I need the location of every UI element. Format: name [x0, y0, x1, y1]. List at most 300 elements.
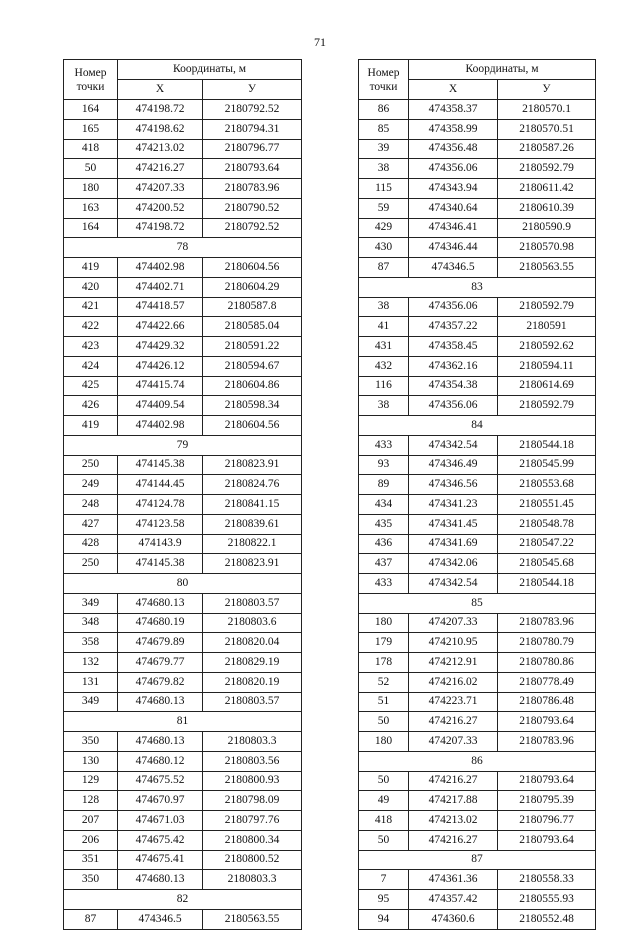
- y-coordinate-cell: 2180570.51: [498, 119, 596, 139]
- table-row: [359, 574, 596, 594]
- point-number-cell: 116: [359, 376, 409, 396]
- point-number-cell: 50: [359, 712, 409, 732]
- table-row: [359, 238, 596, 258]
- point-number-cell: 178: [359, 653, 409, 673]
- y-coordinate-cell: 2180563.55: [498, 258, 596, 278]
- point-number-header: Номер точки: [359, 60, 409, 100]
- point-number-cell: 424: [64, 356, 118, 376]
- table-row: [359, 732, 596, 752]
- y-coordinate-cell: 2180823.91: [203, 455, 302, 475]
- point-number-cell: 419: [64, 416, 118, 436]
- table-row: [64, 317, 302, 337]
- x-coordinate-cell: 474145.38: [118, 554, 203, 574]
- y-coordinate-cell: 2180783.96: [203, 179, 302, 199]
- point-number-cell: 428: [64, 534, 118, 554]
- point-number-cell: 418: [64, 139, 118, 159]
- y-coordinate-cell: 2180800.52: [203, 850, 302, 870]
- section-number: 82: [64, 890, 302, 910]
- table-row: [359, 870, 596, 890]
- x-coordinate-cell: 474340.64: [409, 198, 498, 218]
- section-number: 87: [359, 850, 596, 870]
- point-number-cell: 358: [64, 633, 118, 653]
- x-coordinate-cell: 474198.72: [118, 218, 203, 238]
- table-row: [64, 811, 302, 831]
- table-row: [64, 139, 302, 159]
- y-coordinate-cell: 2180587.8: [203, 297, 302, 317]
- x-column-header: X: [409, 80, 498, 100]
- x-coordinate-cell: 474415.74: [118, 376, 203, 396]
- y-coordinate-cell: 2180591.22: [203, 337, 302, 357]
- point-number-cell: 38: [359, 297, 409, 317]
- point-number-cell: 421: [64, 297, 118, 317]
- table-row: [64, 376, 302, 396]
- y-coordinate-cell: 2180570.1: [498, 100, 596, 120]
- coordinates-header: Координаты, м: [409, 60, 596, 80]
- y-coordinate-cell: 2180563.55: [203, 909, 302, 929]
- table-row: [359, 218, 596, 238]
- x-coordinate-cell: 474207.33: [118, 179, 203, 199]
- section-number: 84: [359, 416, 596, 436]
- point-number-cell: 422: [64, 317, 118, 337]
- table-row: [359, 356, 596, 376]
- table-row: [64, 416, 302, 436]
- x-coordinate-cell: 474216.27: [118, 159, 203, 179]
- y-coordinate-cell: 2180839.61: [203, 514, 302, 534]
- table-row: [359, 337, 596, 357]
- y-coordinate-cell: 2180555.93: [498, 890, 596, 910]
- section-row: [359, 277, 596, 297]
- y-coordinate-cell: 2180604.56: [203, 258, 302, 278]
- y-coordinate-cell: 2180783.96: [498, 732, 596, 752]
- x-coordinate-cell: 474346.5: [118, 909, 203, 929]
- section-row: [64, 574, 302, 594]
- point-number-cell: 59: [359, 198, 409, 218]
- point-number-cell: 132: [64, 653, 118, 673]
- x-coordinate-cell: 474213.02: [409, 811, 498, 831]
- table-row: [64, 534, 302, 554]
- y-coordinate-cell: 2180803.6: [203, 613, 302, 633]
- y-coordinate-cell: 2180592.62: [498, 337, 596, 357]
- table-row: [359, 771, 596, 791]
- x-coordinate-cell: 474680.13: [118, 593, 203, 613]
- table-row: [359, 396, 596, 416]
- point-number-cell: 164: [64, 100, 118, 120]
- point-number-cell: 431: [359, 337, 409, 357]
- y-coordinate-cell: 2180803.3: [203, 870, 302, 890]
- x-coordinate-cell: 474402.98: [118, 258, 203, 278]
- point-number-cell: 349: [64, 593, 118, 613]
- y-coordinate-cell: 2180545.99: [498, 455, 596, 475]
- point-number-cell: 348: [64, 613, 118, 633]
- table-row: [64, 475, 302, 495]
- point-number-cell: 129: [64, 771, 118, 791]
- table-row: [64, 870, 302, 890]
- table-row: [64, 198, 302, 218]
- point-number-cell: 206: [64, 830, 118, 850]
- point-number-cell: 437: [359, 554, 409, 574]
- point-number-cell: 350: [64, 732, 118, 752]
- y-coordinate-cell: 2180594.11: [498, 356, 596, 376]
- x-coordinate-cell: 474402.71: [118, 277, 203, 297]
- y-coordinate-cell: 2180793.64: [498, 830, 596, 850]
- table-row: [64, 732, 302, 752]
- table-row: [64, 830, 302, 850]
- point-number-cell: 179: [359, 633, 409, 653]
- page-number: 71: [314, 35, 326, 49]
- y-coordinate-cell: 2180800.34: [203, 830, 302, 850]
- point-number-cell: 130: [64, 751, 118, 771]
- point-number-cell: 163: [64, 198, 118, 218]
- point-number-cell: 420: [64, 277, 118, 297]
- x-coordinate-cell: 474409.54: [118, 396, 203, 416]
- x-coordinate-cell: 474361.36: [409, 870, 498, 890]
- table-row: [359, 495, 596, 515]
- x-coordinate-cell: 474342.06: [409, 554, 498, 574]
- table-row: [359, 435, 596, 455]
- table-row: [64, 159, 302, 179]
- coordinates-table-right: [358, 59, 596, 930]
- y-coordinate-cell: 2180585.04: [203, 317, 302, 337]
- y-coordinate-cell: 2180829.19: [203, 653, 302, 673]
- y-coordinate-cell: 2180548.78: [498, 514, 596, 534]
- y-coordinate-cell: 2180592.79: [498, 159, 596, 179]
- x-coordinate-cell: 474343.94: [409, 179, 498, 199]
- x-coordinate-cell: 474679.89: [118, 633, 203, 653]
- y-coordinate-cell: 2180780.86: [498, 653, 596, 673]
- x-coordinate-cell: 474679.82: [118, 672, 203, 692]
- point-number-cell: 436: [359, 534, 409, 554]
- point-number-cell: 38: [359, 396, 409, 416]
- coordinates-table-left: [63, 59, 302, 930]
- table-row: [359, 534, 596, 554]
- y-coordinate-cell: 2180820.19: [203, 672, 302, 692]
- table-row: [64, 850, 302, 870]
- y-coordinate-cell: 2180796.77: [203, 139, 302, 159]
- section-number: 85: [359, 593, 596, 613]
- x-coordinate-cell: 474346.41: [409, 218, 498, 238]
- point-number-cell: 7: [359, 870, 409, 890]
- y-coordinate-cell: 2180803.3: [203, 732, 302, 752]
- x-coordinate-cell: 474200.52: [118, 198, 203, 218]
- x-coordinate-cell: 474675.52: [118, 771, 203, 791]
- table-row: [359, 159, 596, 179]
- section-row: [359, 751, 596, 771]
- table-row: [359, 376, 596, 396]
- table-row: [64, 495, 302, 515]
- x-coordinate-cell: 474346.49: [409, 455, 498, 475]
- table-row: [359, 179, 596, 199]
- table-row: [359, 653, 596, 673]
- x-coordinate-cell: 474342.54: [409, 435, 498, 455]
- point-number-cell: 349: [64, 692, 118, 712]
- point-number-cell: 89: [359, 475, 409, 495]
- point-number-cell: 250: [64, 554, 118, 574]
- point-number-cell: 350: [64, 870, 118, 890]
- x-coordinate-cell: 474680.12: [118, 751, 203, 771]
- x-coordinate-cell: 474358.37: [409, 100, 498, 120]
- table-row: [64, 613, 302, 633]
- section-number: 79: [64, 435, 302, 455]
- table-row: [64, 356, 302, 376]
- table-row: [359, 455, 596, 475]
- table-row: [359, 119, 596, 139]
- y-coordinate-cell: 2180544.18: [498, 574, 596, 594]
- y-coordinate-cell: 2180780.79: [498, 633, 596, 653]
- point-number-cell: 94: [359, 909, 409, 929]
- section-number: 81: [64, 712, 302, 732]
- y-coordinate-cell: 2180790.52: [203, 198, 302, 218]
- table-row: [359, 554, 596, 574]
- x-column-header: X: [118, 80, 203, 100]
- x-coordinate-cell: 474143.9: [118, 534, 203, 554]
- x-coordinate-cell: 474357.42: [409, 890, 498, 910]
- y-coordinate-cell: 2180824.76: [203, 475, 302, 495]
- point-number-cell: 38: [359, 159, 409, 179]
- table-row: [64, 100, 302, 120]
- point-number-cell: 249: [64, 475, 118, 495]
- table-row: [64, 218, 302, 238]
- x-coordinate-cell: 474198.72: [118, 100, 203, 120]
- point-number-cell: 115: [359, 179, 409, 199]
- y-coordinate-cell: 2180793.64: [498, 771, 596, 791]
- point-number-cell: 433: [359, 574, 409, 594]
- x-coordinate-cell: 474217.88: [409, 791, 498, 811]
- point-number-header: Номер точки: [64, 60, 118, 100]
- x-coordinate-cell: 474671.03: [118, 811, 203, 831]
- point-number-cell: 434: [359, 495, 409, 515]
- table-row: [359, 672, 596, 692]
- y-coordinate-cell: 2180778.49: [498, 672, 596, 692]
- point-number-cell: 418: [359, 811, 409, 831]
- section-row: [359, 593, 596, 613]
- y-coordinate-cell: 2180794.31: [203, 119, 302, 139]
- y-coordinate-cell: 2180545.68: [498, 554, 596, 574]
- table-row: [64, 653, 302, 673]
- table-row: [64, 791, 302, 811]
- x-coordinate-cell: 474358.99: [409, 119, 498, 139]
- point-number-cell: 128: [64, 791, 118, 811]
- point-number-cell: 87: [359, 258, 409, 278]
- table-row: [359, 633, 596, 653]
- point-number-cell: 430: [359, 238, 409, 258]
- table-row: [359, 890, 596, 910]
- y-coordinate-cell: 2180552.48: [498, 909, 596, 929]
- point-number-cell: 427: [64, 514, 118, 534]
- y-coordinate-cell: 2180793.64: [498, 712, 596, 732]
- y-coordinate-cell: 2180803.57: [203, 692, 302, 712]
- table-row: [64, 297, 302, 317]
- x-coordinate-cell: 474670.97: [118, 791, 203, 811]
- table-row: [64, 455, 302, 475]
- point-number-cell: 86: [359, 100, 409, 120]
- y-coordinate-cell: 2180594.67: [203, 356, 302, 376]
- point-number-cell: 52: [359, 672, 409, 692]
- x-coordinate-cell: 474357.22: [409, 317, 498, 337]
- point-number-cell: 49: [359, 791, 409, 811]
- y-coordinate-cell: 2180551.45: [498, 495, 596, 515]
- table-row: [64, 396, 302, 416]
- point-number-cell: 248: [64, 495, 118, 515]
- table-row: [359, 198, 596, 218]
- y-coordinate-cell: 2180786.48: [498, 692, 596, 712]
- point-number-cell: 39: [359, 139, 409, 159]
- y-coordinate-cell: 2180796.77: [498, 811, 596, 831]
- x-coordinate-cell: 474680.13: [118, 692, 203, 712]
- table-row: [359, 613, 596, 633]
- y-coordinate-cell: 2180604.86: [203, 376, 302, 396]
- point-number-cell: 85: [359, 119, 409, 139]
- section-row: [64, 712, 302, 732]
- point-number-cell: 180: [64, 179, 118, 199]
- y-coordinate-cell: 2180604.29: [203, 277, 302, 297]
- point-number-cell: 87: [64, 909, 118, 929]
- y-coordinate-cell: 2180800.93: [203, 771, 302, 791]
- table-row: [64, 771, 302, 791]
- table-row: [359, 258, 596, 278]
- y-coordinate-cell: 2180823.91: [203, 554, 302, 574]
- x-coordinate-cell: 474429.32: [118, 337, 203, 357]
- y-coordinate-cell: 2180798.09: [203, 791, 302, 811]
- x-coordinate-cell: 474346.5: [409, 258, 498, 278]
- point-number-cell: 50: [64, 159, 118, 179]
- point-number-cell: 432: [359, 356, 409, 376]
- x-coordinate-cell: 474216.27: [409, 830, 498, 850]
- table-right-body: [359, 60, 596, 930]
- y-coordinate-cell: 2180803.56: [203, 751, 302, 771]
- x-coordinate-cell: 474346.56: [409, 475, 498, 495]
- y-column-header: У: [203, 80, 302, 100]
- y-column-header: У: [498, 80, 596, 100]
- point-number-cell: 41: [359, 317, 409, 337]
- section-row: [359, 850, 596, 870]
- table-row: [64, 633, 302, 653]
- point-number-cell: 50: [359, 830, 409, 850]
- y-coordinate-cell: 2180803.57: [203, 593, 302, 613]
- table-row: [64, 554, 302, 574]
- point-number-cell: 164: [64, 218, 118, 238]
- table-row: [359, 317, 596, 337]
- x-coordinate-cell: 474362.16: [409, 356, 498, 376]
- y-coordinate-cell: 2180570.98: [498, 238, 596, 258]
- table-row: [359, 811, 596, 831]
- x-coordinate-cell: 474123.58: [118, 514, 203, 534]
- point-number-cell: 423: [64, 337, 118, 357]
- x-coordinate-cell: 474675.42: [118, 830, 203, 850]
- y-coordinate-cell: 2180547.22: [498, 534, 596, 554]
- y-coordinate-cell: 2180590.9: [498, 218, 596, 238]
- table-row: [359, 909, 596, 929]
- x-coordinate-cell: 474356.06: [409, 159, 498, 179]
- table-row: [359, 475, 596, 495]
- x-coordinate-cell: 474358.45: [409, 337, 498, 357]
- x-coordinate-cell: 474680.19: [118, 613, 203, 633]
- point-number-cell: 426: [64, 396, 118, 416]
- table-row: [64, 258, 302, 278]
- point-number-cell: 425: [64, 376, 118, 396]
- x-coordinate-cell: 474675.41: [118, 850, 203, 870]
- x-coordinate-cell: 474360.6: [409, 909, 498, 929]
- x-coordinate-cell: 474679.77: [118, 653, 203, 673]
- y-coordinate-cell: 2180795.39: [498, 791, 596, 811]
- section-row: [64, 890, 302, 910]
- point-number-cell: 50: [359, 771, 409, 791]
- x-coordinate-cell: 474418.57: [118, 297, 203, 317]
- y-coordinate-cell: 2180792.52: [203, 218, 302, 238]
- point-number-cell: 165: [64, 119, 118, 139]
- table-left-body: [64, 60, 302, 930]
- x-coordinate-cell: 474341.69: [409, 534, 498, 554]
- y-coordinate-cell: 2180591: [498, 317, 596, 337]
- y-coordinate-cell: 2180592.79: [498, 396, 596, 416]
- y-coordinate-cell: 2180792.52: [203, 100, 302, 120]
- table-row: [359, 692, 596, 712]
- y-coordinate-cell: 2180783.96: [498, 613, 596, 633]
- x-coordinate-cell: 474213.02: [118, 139, 203, 159]
- y-coordinate-cell: 2180553.68: [498, 475, 596, 495]
- x-coordinate-cell: 474422.66: [118, 317, 203, 337]
- x-coordinate-cell: 474356.48: [409, 139, 498, 159]
- section-row: [64, 435, 302, 455]
- point-number-cell: 131: [64, 672, 118, 692]
- y-coordinate-cell: 2180598.34: [203, 396, 302, 416]
- table-row: [359, 139, 596, 159]
- table-row: [359, 100, 596, 120]
- x-coordinate-cell: 474402.98: [118, 416, 203, 436]
- table-row: [64, 337, 302, 357]
- x-coordinate-cell: 474356.06: [409, 396, 498, 416]
- section-number: 80: [64, 574, 302, 594]
- x-coordinate-cell: 474212.91: [409, 653, 498, 673]
- x-coordinate-cell: 474145.38: [118, 455, 203, 475]
- x-coordinate-cell: 474216.27: [409, 771, 498, 791]
- x-coordinate-cell: 474680.13: [118, 870, 203, 890]
- x-coordinate-cell: 474124.78: [118, 495, 203, 515]
- table-row: [64, 909, 302, 929]
- y-coordinate-cell: 2180793.64: [203, 159, 302, 179]
- table-row: [359, 830, 596, 850]
- table-row: [359, 297, 596, 317]
- y-coordinate-cell: 2180610.39: [498, 198, 596, 218]
- header-row: [64, 60, 302, 80]
- x-coordinate-cell: 474341.23: [409, 495, 498, 515]
- table-row: [359, 514, 596, 534]
- section-number: 86: [359, 751, 596, 771]
- coordinates-header: Координаты, м: [118, 60, 302, 80]
- point-number-cell: 180: [359, 732, 409, 752]
- x-coordinate-cell: 474207.33: [409, 613, 498, 633]
- x-coordinate-cell: 474223.71: [409, 692, 498, 712]
- point-number-cell: 351: [64, 850, 118, 870]
- table-row: [64, 179, 302, 199]
- point-number-cell: 93: [359, 455, 409, 475]
- x-coordinate-cell: 474207.33: [409, 732, 498, 752]
- x-coordinate-cell: 474144.45: [118, 475, 203, 495]
- y-coordinate-cell: 2180614.69: [498, 376, 596, 396]
- section-number: 83: [359, 277, 596, 297]
- y-coordinate-cell: 2180841.15: [203, 495, 302, 515]
- table-row: [64, 593, 302, 613]
- x-coordinate-cell: 474354.38: [409, 376, 498, 396]
- table-row: [359, 712, 596, 732]
- x-coordinate-cell: 474426.12: [118, 356, 203, 376]
- point-number-cell: 95: [359, 890, 409, 910]
- x-coordinate-cell: 474346.44: [409, 238, 498, 258]
- y-coordinate-cell: 2180592.79: [498, 297, 596, 317]
- x-coordinate-cell: 474198.62: [118, 119, 203, 139]
- y-coordinate-cell: 2180611.42: [498, 179, 596, 199]
- y-coordinate-cell: 2180604.56: [203, 416, 302, 436]
- x-coordinate-cell: 474216.27: [409, 712, 498, 732]
